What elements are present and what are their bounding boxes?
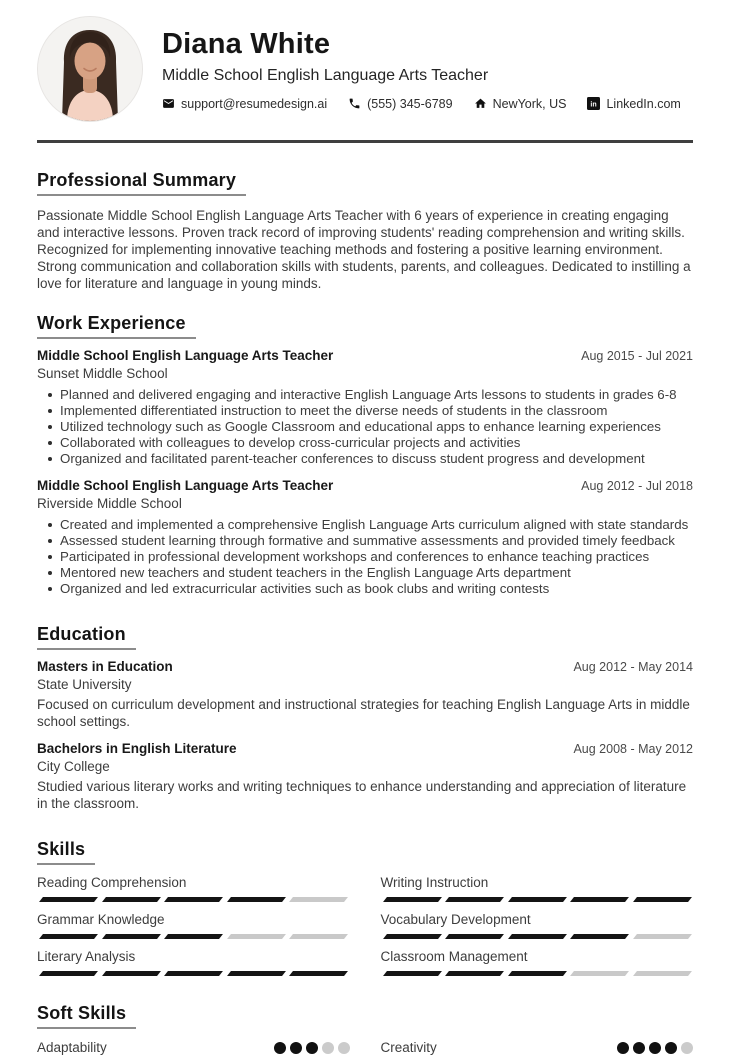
skill-bar-segment [39, 934, 97, 939]
job-bullet: Organized and facilitated parent-teacher conferences to discuss student progress and development [60, 451, 693, 467]
job-bullet-list [37, 387, 693, 467]
job-bullet: Mentored new teachers and student teachers in the English Language Arts department [60, 565, 693, 581]
job-bullet: Planned and delivered engaging and interactive English Language Arts lessons to students in grades 6-8 [60, 387, 693, 403]
skill-label: Grammar Knowledge [37, 912, 165, 927]
soft-skill-item [381, 1040, 694, 1055]
education-entry [37, 741, 693, 812]
skill-bar-segment [164, 897, 222, 902]
skill-bar-segment [383, 897, 441, 902]
school-name: State University [37, 677, 132, 692]
soft-skill-dot [665, 1042, 677, 1054]
skill-bar-segment [289, 897, 347, 902]
soft-skill-dot [306, 1042, 318, 1054]
job-header [37, 348, 693, 363]
skill-bar-segment [445, 897, 503, 902]
skill-item [381, 875, 694, 902]
home-icon [474, 97, 487, 110]
soft-skill-dot [649, 1042, 661, 1054]
job-bullet: Organized and led extracurricular activities such as book clubs and writing contests [60, 581, 693, 597]
education-description: Studied various literary works and writing techniques to enhance understanding and appreciation of literature in the classroom. [37, 779, 687, 811]
skill-label: Reading Comprehension [37, 875, 187, 890]
education-description: Focused on curriculum development and instructional strategies for teaching English Language Arts in middle school settings. [37, 697, 690, 729]
skill-bar-segment [164, 934, 222, 939]
skill-item [37, 875, 350, 902]
contact-phone-text: (555) 345-6789 [367, 96, 453, 111]
contact-phone [348, 97, 452, 111]
skill-bar-segment [383, 971, 441, 976]
skill-bar-segment [445, 934, 503, 939]
job-title: Middle School English Language Arts Teacher [37, 478, 334, 493]
skill-bar-segment [102, 897, 160, 902]
skill-item [381, 949, 694, 976]
skill-bar-segment [570, 934, 628, 939]
skill-bar-segment [39, 971, 97, 976]
contact-email [162, 97, 327, 111]
skill-level-bar [37, 897, 350, 902]
soft-skill-dot [290, 1042, 302, 1054]
job-bullet: Assessed student learning through formative and summative assessments and provided timely feedback [60, 533, 693, 549]
contact-location-text: NewYork, US [492, 96, 567, 111]
soft-skills-grid [37, 1040, 693, 1055]
linkedin-icon [587, 97, 600, 110]
skill-bar-segment [508, 934, 566, 939]
section-work-experience [37, 313, 693, 597]
work-heading: Work Experience [37, 313, 196, 339]
skills-heading: Skills [37, 839, 95, 865]
skill-level-bar [381, 897, 694, 902]
skill-bar-segment [289, 971, 347, 976]
soft-skill-label: Adaptability [37, 1040, 107, 1055]
skill-bar-segment [102, 971, 160, 976]
job-title: Middle School English Language Arts Teacher [37, 348, 334, 363]
skill-bar-segment [164, 971, 222, 976]
skill-item [381, 912, 694, 939]
header [37, 16, 693, 122]
summary-heading: Professional Summary [37, 170, 246, 196]
skill-label: Classroom Management [380, 949, 528, 964]
section-professional-summary [37, 170, 693, 292]
job-dates: Aug 2012 - Jul 2018 [581, 479, 693, 493]
skill-bar-segment [289, 934, 347, 939]
skill-level-bar [381, 934, 694, 939]
soft-skill-dot [338, 1042, 350, 1054]
job-company: Sunset Middle School [37, 366, 168, 381]
soft-skills-heading: Soft Skills [37, 1003, 136, 1029]
job-dates: Aug 2015 - Jul 2021 [581, 349, 693, 363]
summary-text: Passionate Middle School English Language Arts Teacher with 6 years of experience in creating engaging and interactive lessons. Proven track record of improving students' reading comprehension and writing skills. Recognized for implementing innovative teaching methods and fostering a positive learning environment. Strong communication and collaboration skills with students, parents, and colleagues. Dedicated to instilling a love for literature and language in young minds. [37, 208, 691, 291]
job-bullet-list [37, 517, 693, 597]
contact-linkedin [587, 97, 680, 111]
skill-bar-segment [227, 934, 285, 939]
degree-title: Masters in Education [37, 659, 173, 674]
skill-bar-segment [570, 971, 628, 976]
skill-bar-segment [383, 934, 441, 939]
candidate-title: Middle School English Language Arts Teacher [162, 66, 489, 84]
contact-email-text: support@resumedesign.ai [181, 96, 328, 111]
skill-bar-segment [227, 897, 285, 902]
skill-item [37, 912, 350, 939]
header-divider [37, 140, 693, 143]
soft-skill-dot [681, 1042, 693, 1054]
skill-item [37, 949, 350, 976]
skill-bar-segment [508, 971, 566, 976]
profile-photo [37, 16, 143, 122]
skill-label: Literary Analysis [37, 949, 136, 964]
skills-grid [37, 875, 693, 976]
education-heading: Education [37, 624, 136, 650]
job-bullet: Collaborated with colleagues to develop cross-curricular projects and activities [60, 435, 693, 451]
skill-bar-segment [102, 934, 160, 939]
degree-title: Bachelors in English Literature [37, 741, 237, 756]
soft-skill-level-dots [274, 1042, 350, 1054]
education-dates: Aug 2012 - May 2014 [573, 660, 693, 674]
skill-label: Vocabulary Development [380, 912, 531, 927]
svg-text:in: in [590, 101, 598, 109]
skill-label: Writing Instruction [380, 875, 489, 890]
soft-skill-dot [322, 1042, 334, 1054]
phone-icon [348, 97, 361, 110]
skill-bar-segment [570, 897, 628, 902]
email-icon [162, 97, 175, 110]
skill-level-bar [37, 971, 350, 976]
section-education [37, 624, 693, 812]
section-soft-skills [37, 1003, 693, 1055]
job-entry [37, 348, 693, 467]
skill-bar-segment [508, 897, 566, 902]
education-header [37, 741, 693, 756]
education-entry [37, 659, 693, 730]
soft-skill-dot [274, 1042, 286, 1054]
education-header [37, 659, 693, 674]
skill-level-bar [381, 971, 694, 976]
soft-skill-level-dots [617, 1042, 693, 1054]
job-bullet: Created and implemented a comprehensive English Language Arts curriculum aligned with state standards [60, 517, 693, 533]
school-name: City College [37, 759, 110, 774]
contact-linkedin-text: LinkedIn.com [606, 96, 681, 111]
skill-bar-segment [633, 897, 691, 902]
job-bullet: Implemented differentiated instruction to meet the diverse needs of students in the classroom [60, 403, 693, 419]
skill-bar-segment [445, 971, 503, 976]
section-skills [37, 839, 693, 976]
skill-level-bar [37, 934, 350, 939]
skill-bar-segment [633, 934, 691, 939]
skill-bar-segment [39, 897, 97, 902]
contact-location [474, 97, 567, 111]
soft-skill-label: Creativity [380, 1040, 437, 1055]
job-bullet: Participated in professional development workshops and conferences to enhance teaching practices [60, 549, 693, 565]
contact-row [162, 97, 681, 111]
job-entry [37, 478, 693, 597]
job-bullet: Utilized technology such as Google Classroom and educational apps to enhance learning experiences [60, 419, 693, 435]
job-company: Riverside Middle School [37, 496, 182, 511]
header-text [162, 28, 681, 111]
candidate-name: Diana White [162, 27, 331, 60]
soft-skill-dot [617, 1042, 629, 1054]
skill-bar-segment [227, 971, 285, 976]
job-header [37, 478, 693, 493]
soft-skill-dot [633, 1042, 645, 1054]
soft-skill-item [37, 1040, 350, 1055]
skill-bar-segment [633, 971, 691, 976]
education-dates: Aug 2008 - May 2012 [573, 742, 693, 756]
